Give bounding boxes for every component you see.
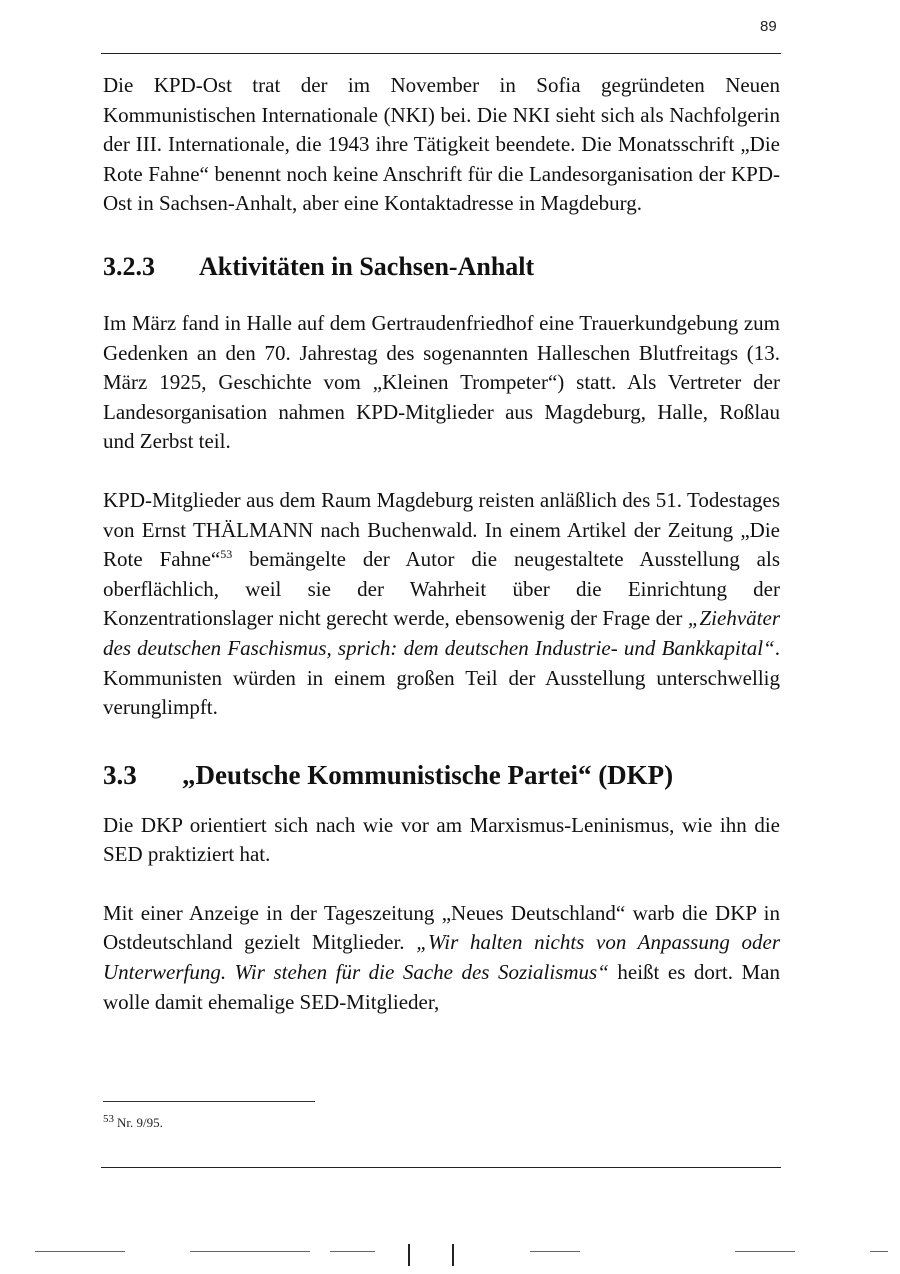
section-heading-3-3 (103, 759, 780, 791)
quotation: „Ziehväter des deutschen Faschismus, sprich: dem deutschen Industrie- und Bankkapital“ (103, 606, 780, 660)
page-body (103, 71, 780, 1017)
page-number: 89 (760, 18, 777, 35)
scan-line (35, 1251, 125, 1252)
scan-line (190, 1251, 310, 1252)
scan-line (330, 1251, 375, 1252)
header-rule (101, 53, 781, 54)
scan-mark (452, 1244, 454, 1266)
scan-line (735, 1251, 795, 1252)
section-number: 3.2.3 (103, 251, 155, 281)
footnote-text: Nr. 9/95. (117, 1115, 163, 1130)
footer-rule (101, 1167, 781, 1168)
paragraph-dkp-anzeige (103, 899, 780, 1017)
paragraph-text: . Kommunisten würden in einem großen Teil der Ausstellung unterschwellig verunglimpft. (103, 635, 780, 720)
footnote-mark: 53 (103, 1113, 114, 1125)
paragraph-text: heißt es dort. Man wolle damit ehemalige SED-Mitglieder, (103, 960, 780, 1014)
paragraph-buchenwald (103, 486, 780, 723)
paragraph-trauerkundgebung: Im März fand in Halle auf dem Gertraudenfriedhof eine Trauerkundgebung zum Gedenken an den 70. Jahrestag des sogenannten Halleschen Blutfreitags (13. März 1925, Geschichte vom „Kleinen Trompeter“) statt. Als Vertreter der Landesorganisation nahmen KPD-Mitglieder aus Magdeburg, Halle, Roßlau und Zerbst teil. (103, 310, 780, 454)
scan-line (870, 1251, 888, 1252)
footnote (103, 1113, 163, 1131)
intro-paragraph: Die KPD-Ost trat der im November in Sofia gegründeten Neuen Kommunistischen Internationale (NKI) bei. Die NKI sieht sich als Nachfolgerin der III. Internationale, die 1943 ihre Tätigkeit beendete. Die Monatsschrift „Die Rote Fahne“ benennt noch keine Anschrift für die Landesorganisation der KPD-Ost in Sachsen-Anhalt, aber eine Kontaktadresse in Magdeburg. (103, 73, 780, 216)
paragraph-text: Mit einer Anzeige in der Tageszeitung „Neues Deutschland“ warb die DKP in Ostdeutschland gezielt Mitglieder. (103, 900, 780, 955)
scan-artifact-strip (0, 1244, 900, 1270)
scan-mark (408, 1244, 410, 1266)
scan-line (530, 1251, 580, 1252)
footnote-rule (103, 1101, 315, 1102)
paragraph-dkp-orientation: Die DKP orientiert sich nach wie vor am Marxismus-Leninismus, wie ihn die SED praktiziert hat. (103, 812, 780, 867)
section-number: 3.3 (103, 759, 137, 790)
section-title: „Deutsche Kommunistische Partei“ (DKP) (182, 759, 674, 790)
section-title: Aktivitäten in Sachsen-Anhalt (199, 251, 535, 281)
footnote-reference: 53 (220, 547, 233, 562)
section-heading-3-2-3 (103, 251, 780, 283)
paragraph-text: KPD-Mitglieder aus dem Raum Magdeburg reisten anläßlich des 51. Todestages von Ernst THÄLMANN nach Buchenwald. In einem Artikel der Zeitung „Die Rote Fahne“ (103, 487, 780, 572)
quotation: „Wir halten nichts von Anpassung oder Unterwerfung. Wir stehen für die Sache des Sozialismus“ (103, 930, 781, 985)
paragraph-text: bemängelte der Autor die neugestaltete Ausstellung als oberflächlich, weil sie der Wahrheit über die Einrichtung der Konzentrationslager nicht gerecht werde, ebensowenig der Frage der (103, 547, 780, 631)
